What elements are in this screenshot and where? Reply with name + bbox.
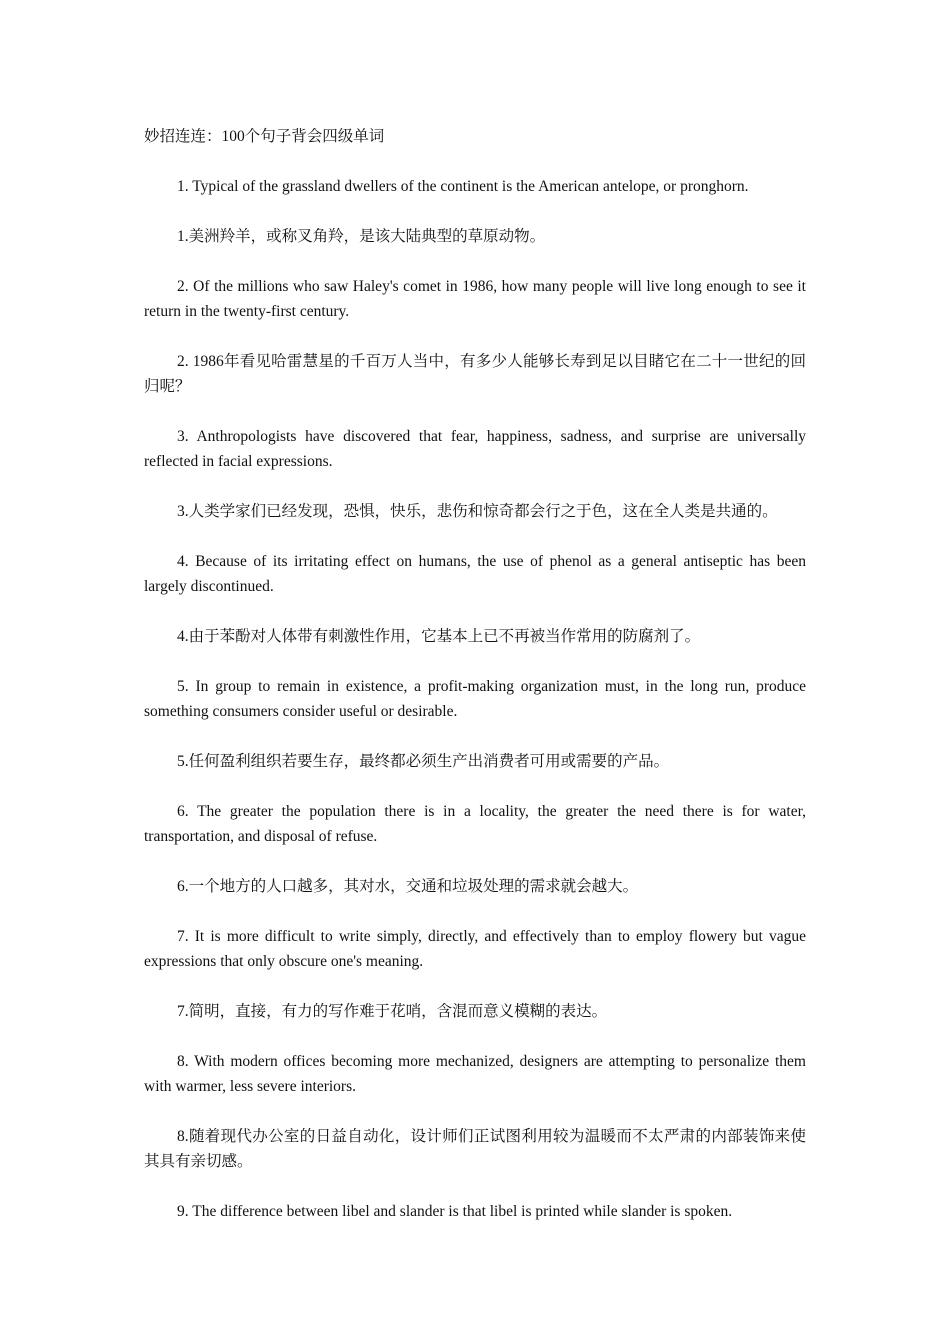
sentence-9-english: 9. The difference between libel and slander is that libel is printed while slander is spoken. xyxy=(177,1203,733,1220)
sentence-6-chinese: 6.一个地方的人口越多，其对水，交通和垃圾处理的需求就会越大。 xyxy=(177,878,639,895)
sentence-3-english: 3. Anthropologists have discovered that fear, happiness, sadness, and surprise are universally reflected in facial expressions. xyxy=(144,428,806,470)
sentence-7-english: 7. It is more difficult to write simply, directly, and effectively than to employ flowery but vague expressions that only obscure one's meaning. xyxy=(144,928,806,970)
document-body xyxy=(144,124,806,1224)
sentence-5-english: 5. In group to remain in existence, a profit-making organization must, in the long run, produce something consumers consider useful or desirable. xyxy=(144,678,806,720)
sentence-8-english: 8. With modern offices becoming more mechanized, designers are attempting to personalize them with warmer, less severe interiors. xyxy=(144,1053,806,1095)
document-title: 妙招连连：100个句子背会四级单词 xyxy=(144,128,385,145)
sentence-1-english: 1. Typical of the grassland dwellers of the continent is the American antelope, or pronghorn. xyxy=(177,178,749,195)
sentence-1-chinese: 1.美洲羚羊，或称叉角羚，是该大陆典型的草原动物。 xyxy=(177,228,546,245)
sentence-6-english: 6. The greater the population there is in a locality, the greater the need there is for water, transportation, and disposal of refuse. xyxy=(144,803,806,845)
sentence-8-chinese: 8.随着现代办公室的日益自动化，设计师们正试图利用较为温暖而不太严肃的内部装饰来使其具有亲切感。 xyxy=(144,1128,806,1170)
sentence-7-chinese: 7.简明，直接，有力的写作难于花哨，含混而意义模糊的表达。 xyxy=(177,1003,608,1020)
sentence-5-chinese: 5.任何盈利组织若要生存，最终都必须生产出消费者可用或需要的产品。 xyxy=(177,753,670,770)
sentence-4-english: 4. Because of its irritating effect on humans, the use of phenol as a general antiseptic has been largely discontinued. xyxy=(144,553,806,595)
sentence-2-chinese: 2. 1986年看见哈雷慧星的千百万人当中，有多少人能够长寿到足以目睹它在二十一世纪的回归呢？ xyxy=(144,353,806,395)
sentence-2-english: 2. Of the millions who saw Haley's comet in 1986, how many people will live long enough to see it return in the twenty-first century. xyxy=(144,278,806,320)
sentence-3-chinese: 3.人类学家们已经发现，恐惧，快乐，悲伤和惊奇都会行之于色，这在全人类是共通的。 xyxy=(177,503,778,520)
sentence-4-chinese: 4.由于苯酚对人体带有刺激性作用，它基本上已不再被当作常用的防腐剂了。 xyxy=(177,628,701,645)
